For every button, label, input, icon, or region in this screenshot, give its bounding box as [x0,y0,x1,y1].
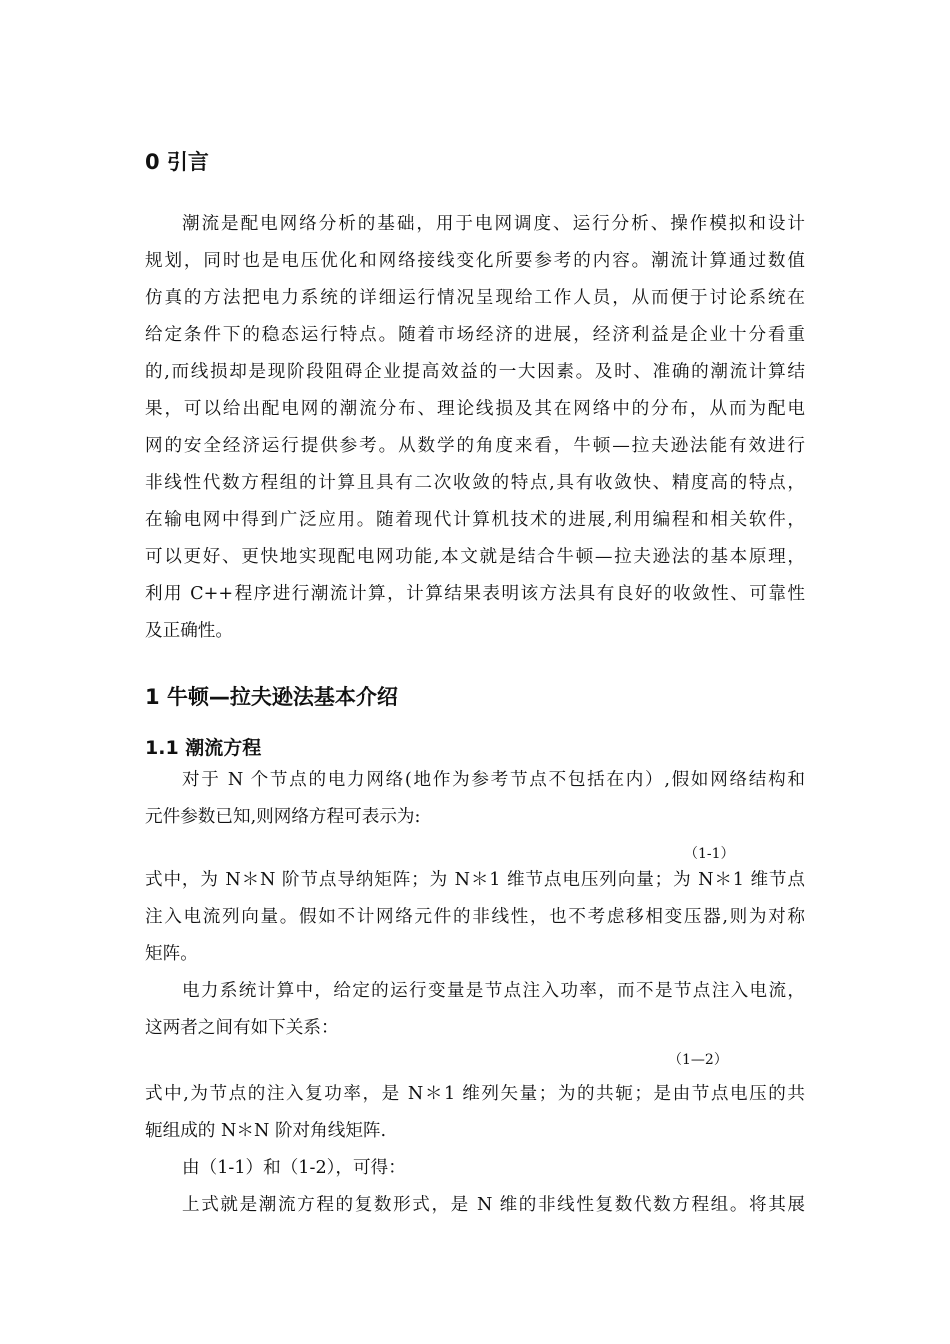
paragraph-line: 这两者之间有如下关系： [145,1018,339,1038]
paragraph-line: 及正确性。 [145,621,233,641]
paragraph-line: 非线性代数方程组的计算且具有二次收敛的特点,具有收敛快、精度高的特点， [145,473,805,493]
section-heading-introduction: 0 引言 [145,150,209,174]
section-heading-newton-raphson: 1 牛顿—拉夫逊法基本介绍 [145,685,398,709]
paragraph-line: 在输电网中得到广泛应用。随着现代计算机技术的进展,利用编程和相关软件， [145,510,805,530]
paragraph-line: 可以更好、更快地实现配电网功能,本文就是结合牛顿—拉夫逊法的基本原理， [145,547,805,567]
paragraph-line: 果，可以给出配电网的潮流分布、理论线损及其在网络中的分布，从而为配电 [145,399,805,419]
paragraph-line: 网的安全经济运行提供参考。从数学的角度来看，牛顿—拉夫逊法能有效进行 [145,436,805,456]
paragraph-line: 对于 N 个节点的电力网络(地作为参考节点不包括在内）,假如网络结构和 [182,770,805,790]
paragraph-line: 利用 C++程序进行潮流计算，计算结果表明该方法具有良好的收敛性、可靠性 [145,584,805,604]
paragraph-line: 矩阵。 [145,944,198,964]
paragraph-line: 由（1-1）和（1-2），可得： [182,1158,406,1178]
paragraph-line: 电力系统计算中，给定的运行变量是节点注入功率，而不是节点注入电流， [182,981,805,1001]
equation-number: （1—2） [668,1052,728,1068]
paragraph-line: 的,而线损却是现阶段阻碍企业提高效益的一大因素。及时、准确的潮流计算结 [145,362,805,382]
paragraph-line: 式中，为 N＊N 阶节点导纳矩阵；为 N＊1 维节点电压列向量；为 N＊1 维节点 [145,870,805,890]
subsection-heading-power-flow-equation: 1.1 潮流方程 [145,737,262,759]
paragraph-line: 上式就是潮流方程的复数形式，是 N 维的非线性复数代数方程组。将其展 [182,1195,805,1215]
paragraph-line: 式中,为节点的注入复功率，是 N＊1 维列矢量；为的共轭；是由节点电压的共 [145,1084,805,1104]
paragraph-line: 轭组成的 N＊N 阶对角线矩阵. [145,1121,387,1141]
paragraph-line: 给定条件下的稳态运行特点。随着市场经济的进展，经济利益是企业十分看重 [145,325,805,345]
paragraph-line: 潮流是配电网络分析的基础，用于电网调度、运行分析、操作模拟和设计 [182,214,805,234]
paragraph-line: 规划，同时也是电压优化和网络接线变化所要参考的内容。潮流计算通过数值 [145,251,805,271]
paragraph-line: 注入电流列向量。假如不计网络元件的非线性，也不考虑移相变压器,则为对称 [145,907,805,927]
equation-number: （1-1） [684,846,735,862]
paragraph-line: 元件参数已知,则网络方程可表示为: [145,807,421,827]
paragraph-line: 仿真的方法把电力系统的详细运行情况呈现给工作人员，从而便于讨论系统在 [145,288,805,308]
